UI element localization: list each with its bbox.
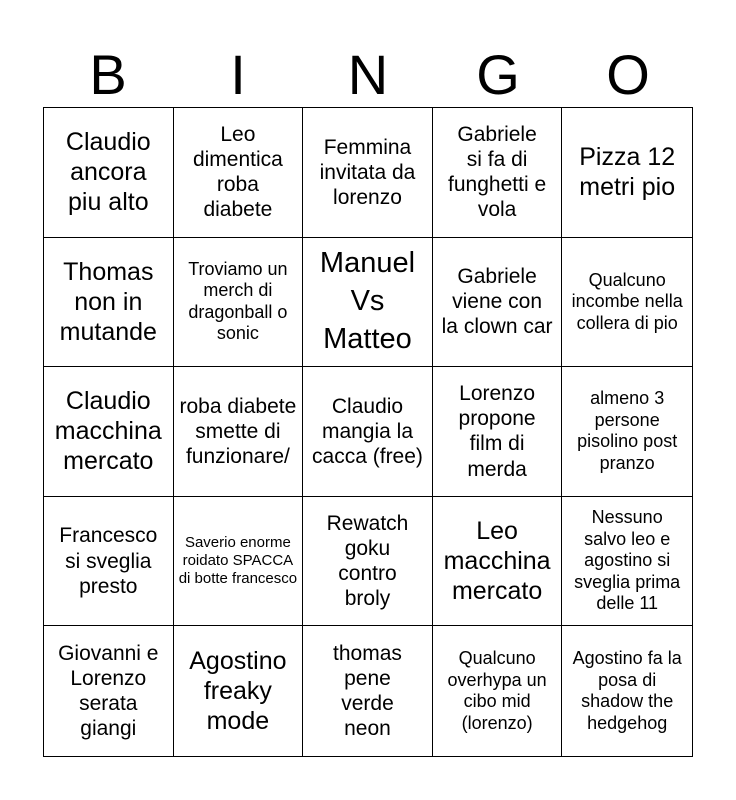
cell-text: Qualcuno incombe nella collera di pio: [571, 269, 683, 333]
bingo-cell[interactable]: [562, 626, 692, 756]
bingo-cell[interactable]: [174, 626, 304, 756]
bingo-cell[interactable]: [44, 497, 174, 627]
header-letter-o: O: [606, 43, 650, 106]
bingo-cell[interactable]: [562, 367, 692, 497]
cell-text: Agostino fa la posa di shadow the hedgehog: [572, 648, 682, 733]
bingo-cell[interactable]: [562, 238, 692, 368]
cell-text: Claudio macchina mercato: [54, 387, 162, 476]
bingo-cell[interactable]: [174, 238, 304, 368]
cell-text: Claudio mangia la cacca (free): [312, 394, 423, 469]
cell-text: Agostino freaky mode: [189, 647, 287, 736]
cell-text: Giovanni e Lorenzo serata giangi: [58, 641, 159, 741]
bingo-cell[interactable]: [433, 497, 563, 627]
bingo-cell[interactable]: [433, 238, 563, 368]
cell-text: Gabriele si fa di funghetti e vola: [448, 122, 547, 222]
cell-text: Thomas non in mutande: [59, 257, 157, 346]
cell-text: Pizza 12 metri pio: [579, 143, 676, 202]
bingo-cell[interactable]: [303, 626, 433, 756]
cell-text: almeno 3 persone pisolino post pranzo: [577, 388, 678, 474]
cell-text: Leo macchina mercato: [443, 517, 551, 606]
cell-text: Claudio ancora piu alto: [65, 128, 151, 217]
cell-text: Francesco si sveglia presto: [59, 524, 158, 598]
bingo-cell[interactable]: [44, 238, 174, 368]
cell-text: Troviamo un merch di dragonball o sonic: [188, 258, 288, 344]
bingo-cell[interactable]: [562, 497, 692, 627]
bingo-cell[interactable]: [174, 367, 304, 497]
bingo-cell[interactable]: [433, 367, 563, 497]
bingo-cell[interactable]: [433, 108, 563, 238]
header-letter-b: B: [89, 43, 127, 106]
bingo-grid: [43, 107, 693, 757]
bingo-cell[interactable]: [303, 497, 433, 627]
cell-text: Qualcuno overhypa un cibo mid (lorenzo): [447, 648, 547, 733]
cell-text: Leo dimentica roba diabete: [192, 122, 283, 222]
cell-text: Lorenzo propone film di merda: [458, 382, 536, 481]
bingo-cell[interactable]: [44, 108, 174, 238]
header-letter-n: N: [347, 43, 389, 106]
cell-text: Rewatch goku contro broly: [326, 511, 409, 611]
bingo-cell[interactable]: [44, 367, 174, 497]
cell-text: thomas pene verde neon: [333, 641, 402, 741]
bingo-cell[interactable]: [44, 626, 174, 756]
bingo-cell[interactable]: [303, 367, 433, 497]
bingo-cell[interactable]: [174, 108, 304, 238]
cell-text: Saverio enorme roidato SPACCA di botte francesco: [178, 534, 298, 588]
cell-text: Nessuno salvo leo e agostino si sveglia prima delle 11: [574, 507, 681, 614]
bingo-cell[interactable]: [174, 497, 304, 627]
bingo-cell[interactable]: [303, 238, 433, 368]
cell-text: Gabriele viene con la clown car: [441, 265, 553, 339]
bingo-cell[interactable]: [562, 108, 692, 238]
header-letter-i: I: [230, 43, 246, 106]
bingo-cell[interactable]: [303, 108, 433, 238]
bingo-header: [43, 42, 693, 108]
bingo-cell[interactable]: [433, 626, 563, 756]
cell-text: Femmina invitata da lorenzo: [319, 135, 416, 209]
cell-text: roba diabete smette di funzionare/: [179, 394, 297, 469]
cell-text: Manuel Vs Matteo: [319, 247, 416, 355]
header-letter-g: G: [476, 43, 520, 106]
